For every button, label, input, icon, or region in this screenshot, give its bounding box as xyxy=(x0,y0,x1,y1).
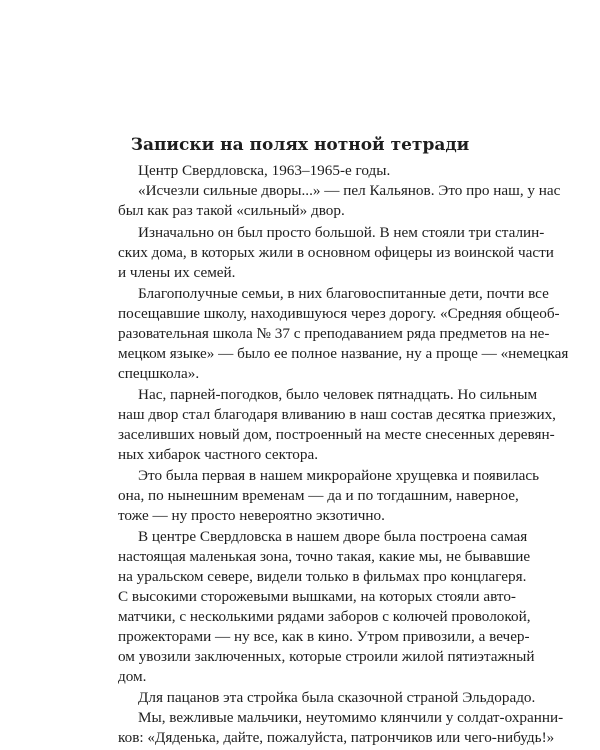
text-line: матчики, с несколькими рядами заборов с колючей проволокой, xyxy=(118,608,531,625)
text-line: Для пацанов эта стройка была сказочной страной Эльдорадо. xyxy=(138,689,536,706)
text-line: Изначально он был просто большой. В нем стояли три сталин- xyxy=(138,224,545,241)
text-line: на уральском севере, видели только в фильмах про концлагеря. xyxy=(118,568,527,585)
text-line: тоже — ну просто невероятно экзотично. xyxy=(118,507,385,524)
text-line: Нас, парней-погодков, было человек пятнадцать. Но сильным xyxy=(138,386,538,403)
text-line: ков: «Дяденька, дайте, пожалуйста, патрончиков или чего-нибудь!» xyxy=(118,729,555,746)
text-line: ом увозили заключенных, которые строили жилой пятиэтажный xyxy=(118,648,535,665)
text-line: заселивших новый дом, построенный на месте снесенных деревян- xyxy=(118,426,555,443)
text-line: ских дома, в которых жили в основном офицеры из воинской части xyxy=(118,244,554,261)
text-line: и члены их семей. xyxy=(118,264,236,281)
text-line: разовательная школа № 37 с преподаванием ряда предметов на не- xyxy=(118,325,550,342)
text-line: был как раз такой «сильный» двор. xyxy=(118,202,345,219)
text-line: посещавшие школу, находившуюся через дорогу. «Средняя общеоб- xyxy=(118,305,560,322)
chapter-title: Записки на полях нотной тетради xyxy=(130,135,470,155)
text-line: дом. xyxy=(118,668,147,685)
text-line: Мы, вежливые мальчики, неутомимо клянчили у солдат-охранни- xyxy=(138,709,564,726)
text-line: спецшкола». xyxy=(118,365,200,382)
text-line: настоящая маленькая зона, точно такая, какие мы, не бывавшие xyxy=(118,548,531,565)
text-line: В центре Свердловска в нашем дворе была построена самая xyxy=(138,528,528,545)
text-line: С высокими сторожевыми вышками, на которых стояли авто- xyxy=(118,588,516,605)
text-line: Это была первая в нашем микрорайоне хрущевка и появилась xyxy=(138,467,540,484)
text-line: «Исчезли сильные дворы...» — пел Кальянов. Это про наш, у нас xyxy=(138,182,561,199)
text-line: Благополучные семьи, в них благовоспитанные дети, почти все xyxy=(138,285,549,302)
text-line: прожекторами — ну все, как в кино. Утром привозили, а вечер- xyxy=(118,628,530,645)
text-line: наш двор стал благодаря вливанию в наш состав десятка приезжих, xyxy=(118,406,556,423)
text-line: Центр Свердловска, 1963–1965-е годы. xyxy=(138,162,391,179)
text-line: она, по нынешним временам — да и по тогдашним, наверное, xyxy=(118,487,519,504)
text-line: мецком языке» — было ее полное название, ну а проще — «немецкая xyxy=(118,345,569,362)
text-line: ных хибарок частного сектора. xyxy=(118,446,319,463)
